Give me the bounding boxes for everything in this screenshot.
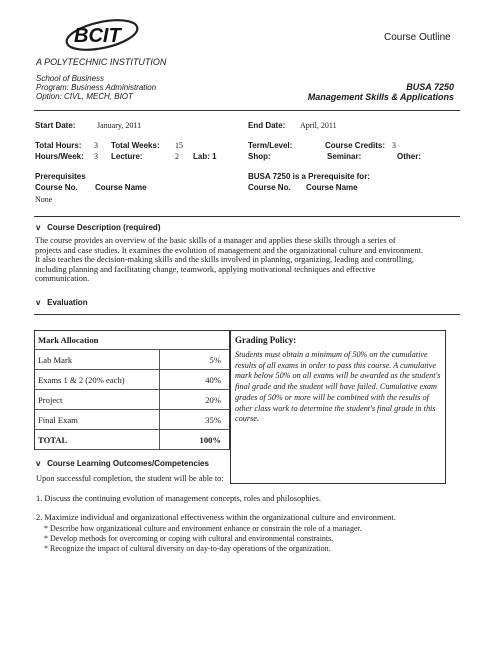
mark-allocation-table — [34, 330, 230, 450]
outcome-sub-item — [44, 534, 333, 543]
is-prereq-title: BUSA 7250 is a Prerequisite for: — [248, 172, 370, 181]
description-line: projects and case studies. It examines the evolution of management and the organizational culture and environment. — [35, 245, 423, 255]
lab-label: Lab: 1 — [193, 152, 217, 161]
description-line: The course provides an overview of the basic skills of a manager and applies these skills through a series of — [35, 236, 396, 245]
details-divider — [34, 216, 460, 217]
shop-label: Shop: — [248, 152, 271, 161]
header-divider — [34, 110, 460, 111]
row-pct: 40% — [160, 370, 230, 390]
hours-week-label: Hours/Week: — [35, 152, 84, 161]
outcome-sub-text: Develop methods for overcoming or coping with cultural and environmental constraints. — [50, 534, 334, 543]
description-line: It also teaches the decision-making skills and the skills involved in planning, organizing, leading and controlling, — [35, 255, 414, 265]
evaluation-heading — [36, 298, 88, 307]
bcit-logo-icon — [62, 18, 142, 56]
seminar-label: Seminar: — [327, 152, 362, 161]
asterisk-bullet: * — [44, 534, 48, 543]
course-heading — [308, 82, 454, 102]
row-item: Exams 1 & 2 (20% each) — [35, 370, 160, 390]
description-line: communication. — [35, 274, 90, 284]
bullet-v: v — [36, 459, 41, 468]
grading-title: Grading Policy: — [235, 335, 297, 345]
evaluation-divider — [34, 314, 460, 315]
row-pct: 20% — [160, 390, 230, 410]
row-pct: 5% — [160, 350, 230, 370]
total-hours-label: Total Hours: — [35, 141, 82, 150]
outcome-item-1: 1. Discuss the continuing evolution of management concepts, roles and philosophies. — [36, 494, 321, 503]
asterisk-bullet: * — [44, 524, 48, 533]
is-prereq-course-name: Course Name — [306, 183, 358, 192]
hours-week-value: 3 — [94, 152, 98, 161]
prereq-course-no: Course No. — [35, 183, 78, 192]
term-label: Term/Level: — [248, 141, 293, 150]
table-row — [35, 410, 230, 430]
outcome-sub-text: Recognize the impact of cultural diversity on day-to-day operations of the organization. — [50, 544, 331, 553]
course-credits-label: Course Credits: — [325, 141, 386, 150]
institution-tagline: A POLYTECHNIC INSTITUTION — [36, 57, 167, 67]
end-date-label: End Date: — [248, 121, 286, 130]
lecture-label: Lecture: — [111, 152, 143, 161]
outcomes-title: Course Learning Outcomes/Competencies — [47, 459, 209, 468]
table-row — [35, 390, 230, 410]
outcome-sub-text: Describe how organizational culture and environment enhance or constrain the role of a manager. — [50, 524, 362, 533]
program-name: Program: Business Administration — [36, 83, 157, 92]
bullet-v: v — [36, 223, 41, 232]
school-info — [36, 74, 156, 101]
outcome-sub-item — [44, 524, 362, 533]
start-date-value: January, 2011 — [97, 121, 142, 130]
grading-text: Students must obtain a minimum of 50% on the cumulative results of all exams in order to pass this course. A cumulative mark below 50% on all exams will be awarded as the student's final grade and the student will have failed. Cumulative exam grades of 50% or more will be combined with the results of other class work to determine the student's final grade in this course. — [235, 350, 441, 424]
description-title: Course Description (required) — [47, 223, 161, 232]
total-hours-value: 3 — [94, 141, 98, 150]
description-heading — [36, 223, 160, 232]
course-name: Management Skills & Applications — [307, 92, 454, 102]
table-row — [35, 370, 230, 390]
total-weeks-value: 15 — [175, 141, 183, 150]
table-row — [35, 350, 230, 370]
bcit-logo — [62, 18, 142, 56]
description-line: including planning and facilitating change, teamwork, applying motivational techniques and effective — [35, 264, 376, 274]
end-date-value: April, 2011 — [300, 121, 337, 130]
outcomes-heading — [36, 459, 209, 468]
doc-title: Course Outline — [384, 32, 451, 43]
outcome-sub-item — [44, 544, 331, 553]
total-row — [35, 430, 230, 450]
outcome-item-2: 2. Maximize individual and organizational effectiveness within the organizational culture and environment. — [36, 513, 396, 522]
total-pct: 100% — [160, 430, 230, 450]
prereq-course-name: Course Name — [95, 183, 147, 192]
evaluation-title: Evaluation — [47, 298, 88, 307]
option-name: Option: CIVL, MECH, BIOT — [36, 92, 133, 101]
prereq-title: Prerequisites — [35, 172, 86, 181]
outcomes-intro: Upon successful completion, the student will be able to: — [36, 474, 224, 483]
row-item: Lab Mark — [35, 350, 160, 370]
svg-text:BCIT: BCIT — [74, 25, 121, 47]
asterisk-bullet: * — [44, 544, 48, 553]
course-credits-value: 3 — [392, 141, 396, 150]
mark-allocation-header: Mark Allocation — [35, 331, 230, 350]
bullet-v: v — [36, 298, 41, 307]
total-weeks-label: Total Weeks: — [111, 141, 160, 150]
row-item: Final Exam — [35, 410, 160, 430]
grading-policy-box — [230, 330, 446, 484]
course-code: BUSA 7250 — [406, 82, 454, 92]
total-label: TOTAL — [35, 430, 160, 450]
school-name: School of Business — [36, 74, 105, 83]
prereq-value: None — [35, 195, 53, 204]
table-header-row — [35, 331, 230, 350]
is-prereq-course-no: Course No. — [248, 183, 291, 192]
row-item: Project — [35, 390, 160, 410]
start-date-label: Start Date: — [35, 121, 76, 130]
lecture-value: 2 — [175, 152, 179, 161]
description-body — [35, 236, 423, 284]
row-pct: 35% — [160, 410, 230, 430]
other-label: Other: — [397, 152, 421, 161]
